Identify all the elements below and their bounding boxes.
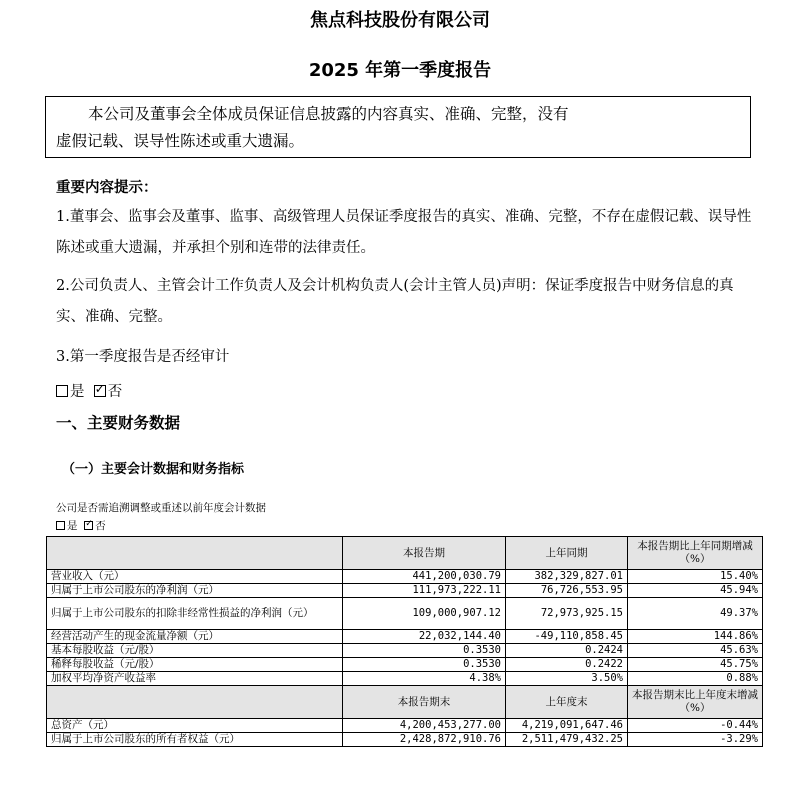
row-current: 0.3530: [343, 644, 506, 658]
restate-question: 公司是否需追溯调整或重述以前年度会计数据: [56, 502, 266, 514]
restate-no-checkbox[interactable]: [84, 521, 93, 530]
row-prior: -49,110,858.45: [506, 630, 628, 644]
row-current: 22,032,144.40: [343, 630, 506, 644]
section-title: 一、主要财务数据: [56, 414, 181, 432]
row-current: 0.3530: [343, 658, 506, 672]
row-current: 441,200,030.79: [343, 570, 506, 584]
table-row: [47, 658, 763, 672]
table-header-cell: [47, 537, 343, 570]
table-header-cell: 上年同期: [506, 537, 628, 570]
row-current: 4,200,453,277.00: [343, 719, 506, 733]
key-tips-title: 重要内容提示：: [56, 180, 158, 196]
key-tip-1: 1.董事会、监事会及董事、监事、高级管理人员保证季度报告的真实、准确、完整，不存在虚假记载、误导性陈述或重大遗漏，并承担个别和连带的法律责任。: [56, 209, 752, 256]
row-change: -3.29%: [628, 733, 763, 747]
row-prior: 3.50%: [506, 672, 628, 686]
row-change: 49.37%: [628, 598, 763, 630]
table-header-cell: 上年度末: [506, 686, 628, 719]
row-current: 2,428,872,910.76: [343, 733, 506, 747]
row-change: 45.94%: [628, 584, 763, 598]
table-header-row: [47, 537, 763, 570]
key-tip-2: 2.公司负责人、主管会计工作负责人及会计机构负责人(会计主管人员)声明：保证季度报告中财务信息的真实、准确、完整。: [56, 278, 734, 325]
row-item: 加权平均净资产收益率: [47, 672, 343, 686]
row-prior: 72,973,925.15: [506, 598, 628, 630]
row-change: 45.75%: [628, 658, 763, 672]
row-item: 基本每股收益（元/股）: [47, 644, 343, 658]
row-prior: 4,219,091,647.46: [506, 719, 628, 733]
row-item: 归属于上市公司股东的所有者权益（元）: [47, 733, 343, 747]
subsection-title: （一）主要会计数据和财务指标: [62, 462, 245, 477]
table-row: [47, 630, 763, 644]
audit-yes-label: 是: [70, 384, 85, 400]
check-icon: ✓: [85, 519, 93, 529]
table-row: [47, 733, 763, 747]
row-current: 111,973,222.11: [343, 584, 506, 598]
row-prior: 0.2422: [506, 658, 628, 672]
table-row: [47, 672, 763, 686]
row-prior: 76,726,553.95: [506, 584, 628, 598]
table-row: [47, 584, 763, 598]
restate-no-label: 否: [95, 520, 106, 532]
row-prior: 2,511,479,432.25: [506, 733, 628, 747]
restate-choice: [56, 518, 106, 533]
declaration-line-2: 虚假记载、误导性陈述或重大遗漏。: [56, 132, 305, 150]
table-header-cell: 本报告期比上年同期增减（%）: [628, 537, 763, 570]
audit-no-checkbox[interactable]: [94, 382, 106, 397]
table-row: [47, 598, 763, 630]
row-change: 45.63%: [628, 644, 763, 658]
row-change: 144.86%: [628, 630, 763, 644]
row-item: 归属于上市公司股东的扣除非经常性损益的净利润（元）: [47, 598, 343, 630]
audit-yes-checkbox[interactable]: [56, 385, 68, 397]
row-prior: 382,329,827.01: [506, 570, 628, 584]
row-current: 4.38%: [343, 672, 506, 686]
restate-yes-checkbox[interactable]: [56, 521, 65, 530]
row-item: 稀释每股收益（元/股）: [47, 658, 343, 672]
restate-yes-label: 是: [67, 520, 78, 532]
table-header-cell: 本报告期末比上年度末增减（%）: [628, 686, 763, 719]
row-item: 经营活动产生的现金流量净额（元）: [47, 630, 343, 644]
check-icon: ✓: [94, 382, 105, 396]
row-item: 总资产（元）: [47, 719, 343, 733]
row-item: 营业收入（元）: [47, 570, 343, 584]
declaration-box: [45, 96, 751, 158]
table-header-cell: 本报告期末: [343, 686, 506, 719]
table-header-cell: 本报告期: [343, 537, 506, 570]
row-prior: 0.2424: [506, 644, 628, 658]
financial-data-table: [46, 536, 763, 747]
table-header-cell: [47, 686, 343, 719]
table-row: [47, 644, 763, 658]
audit-choice: [56, 380, 122, 401]
report-title: 2025 年第一季度报告: [308, 60, 492, 81]
row-current: 109,000,907.12: [343, 598, 506, 630]
table-row: [47, 570, 763, 584]
audit-no-label: 否: [107, 384, 123, 400]
row-change: 0.88%: [628, 672, 763, 686]
company-name: 焦点科技股份有限公司: [310, 10, 490, 31]
row-change: -0.44%: [628, 719, 763, 733]
table-header-row: [47, 686, 763, 719]
declaration-line-1: 本公司及董事会全体成员保证信息披露的内容真实、准确、完整，没有: [88, 105, 569, 123]
table-row: [47, 719, 763, 733]
row-item: 归属于上市公司股东的净利润（元）: [47, 584, 343, 598]
key-tip-3: 3.第一季度报告是否经审计: [56, 349, 230, 365]
row-change: 15.40%: [628, 570, 763, 584]
